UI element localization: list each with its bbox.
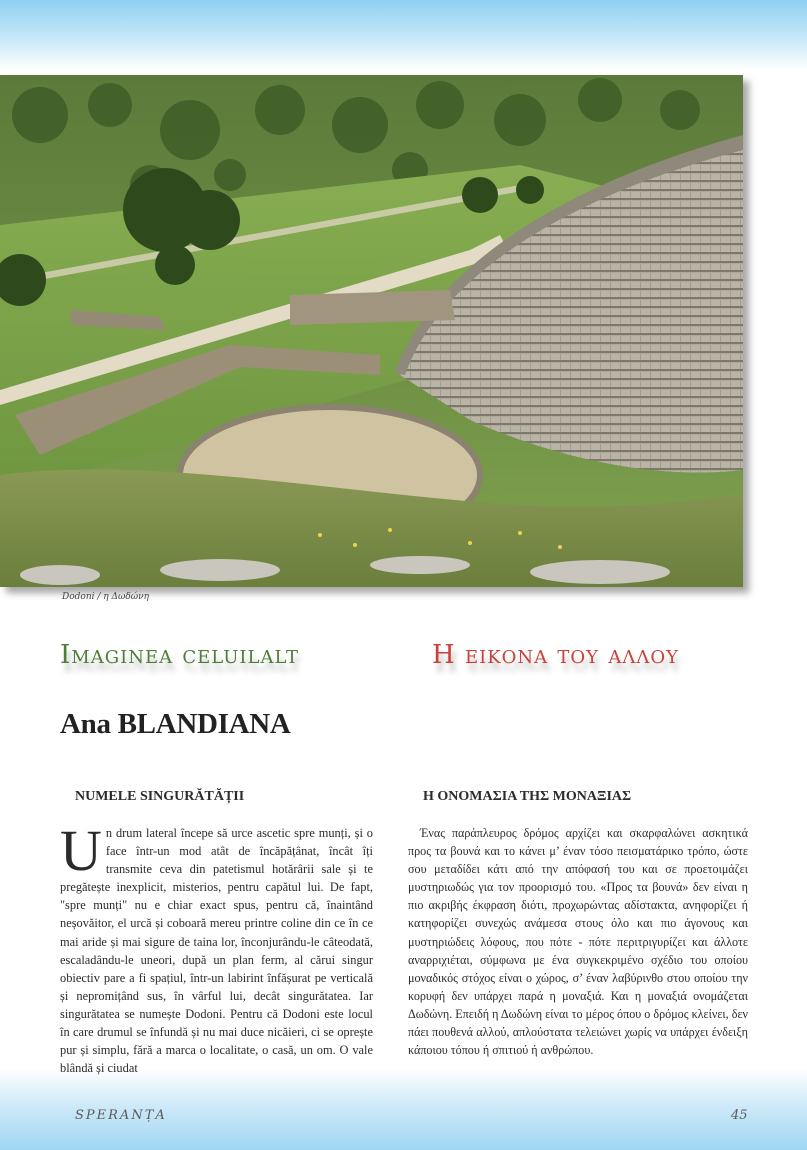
magazine-name: SPERANȚA [75,1108,167,1123]
romanian-paragraph: n drum lateral începe să urce ascetic spre munți, și o face într-un mod atât de încăpățânat, încât îți transmite ceva din patetismul hotărârii sale și te pregătește inexplicit, misterios, pentru capătul lui. De fapt, "spre munți" nu e chiar exact spus, pentru că, înaintând neșovăitor, el urcă și coboară mereu printre coline din ce în ce mai aride și mai sigure de taina lor, înconjurându-le câteodată, escaladându-le uneori, după un plan ferm, al cărui singur obiectiv pare a fi spațiul, într-un labirint înfășurat pe verticală și nepromițând sus, în vârful lui, decât singurătatea. Iar singurătatea se numește Dodoni. Pentru că Dodoni este locul în care drumul se înfundă și nu mai duce nicăieri, ci se oprește pur și simplu, fără a marca o localitate, o casă, un om. O vale blândă și ciudat [60,826,373,1076]
body-text-greek: Ένας παράπλευρος δρόμος αρχίζει και σκαρφαλώνει ασκητικά προς τα βουνά και το κάνει μ’ έναν τόσο πεισματάρικο τρόπο, ώστε σου μεταδίδει κάτι από την απόφασή του και σε προετοιμάζει μυστηριωδώς για τον προορισμό του. «Προς τα βουνά» δεν είναι η πιο ακριβής έκφραση διότι, προχωρώντας αδίστακτα, ανηφορίζει ή κατηφορίζει συνεχώς ανάμεσα στους όλο και πιο άγονους και μυστηριώδεις λόφους, που πότε - πότε περιτριγυρίζει και άλλοτε αναρριχιέται, σύμφωνα με ένα συγκεκριμένο σχέδιο του οποίου μοναδικός στόχος είναι ο χώρος, σ’ έναν λαβύρινθο στου οποίου την κορυφή δεν υπάρχει παρά η μοναξιά. Και η μοναξιά ονομάζεται Δωδώνη. Επειδή η Δωδώνη είναι το μέρος όπου ο δρόμος κλείνει, δεν πάει πουθενά αλλού, απλούστατα τελειώνει χωρίς να υπάρχει ένδειξη κάποιου τόπου ή σπιτιού ή ανθρώπου. [408,826,748,1058]
author-name: Ana BLANDIANA [60,708,291,740]
top-gradient-band [0,0,807,70]
section-heading-greek: Η ΟΝΟΜΑΣΙΑ ΤΗΣ ΜΟΝΑΞΙΑΣ [423,789,632,804]
page-number: 45 [731,1108,748,1123]
body-text-romanian [60,818,373,1077]
title-greek: Η εικονα του αλλου [432,640,679,670]
dodoni-theatre-photo [0,75,743,587]
photo-caption: Dodoni / η Δωδώνη [62,592,149,602]
section-heading-romanian: NUMELE SINGURĂTĂȚII [75,789,245,804]
drop-cap: U [60,818,102,883]
title-romanian: Imaginea celuilalt [60,640,299,670]
